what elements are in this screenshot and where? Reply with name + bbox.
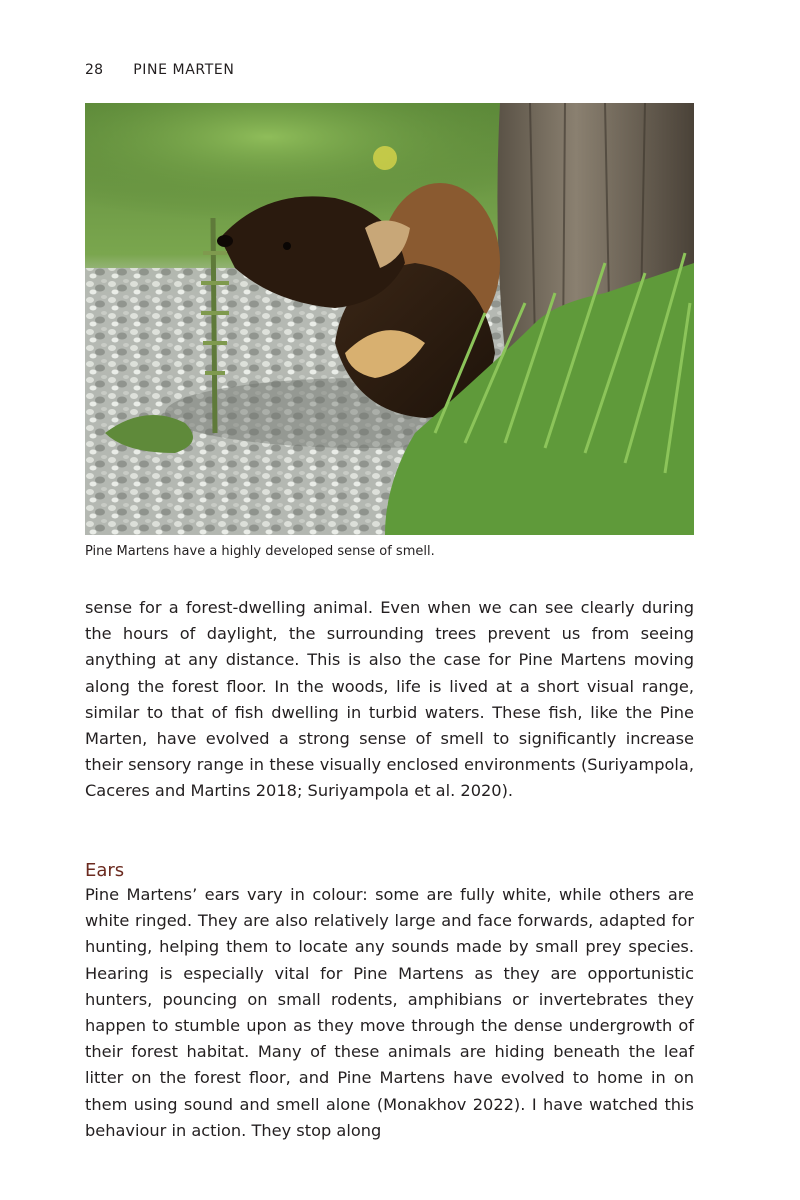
paragraph-text: Pine Martens’ ears vary in colour: some are fully white, while others are white ringed. They are also relatively large and face forwards, adapted for hunting, helping them to locate any sounds made by small prey species. Hearing is especially vital for Pine Martens as they are opportunistic hunters, pouncing on small rodents, amphibians or invertebrates they happen to stumble upon as they move through the dense undergrowth of their forest habitat. Many of these animals are hiding beneath the leaf litter on the forest floor, and Pine Martens have evolved to home in on them using sound and smell alone (Monakhov 2022). I have watched this behaviour in action. They stop along: [85, 885, 694, 1140]
running-head: [85, 62, 234, 78]
paragraph-text: sense for a forest-dwelling animal. Even when we can see clearly during the hours of daylight, the surrounding trees prevent us from seeing anything at any distance. This is also the case for Pine Martens moving along the forest floor. In the woods, life is lived at a short visual range, similar to that of fish dwelling in turbid waters. These fish, like the Pine Marten, have evolved a strong sense of smell to significantly increase their sensory range in these visually enclosed environments (Suriyampola, Caceres and Martins 2018; Suriyampola et al. 2020).: [85, 598, 694, 801]
running-title: PINE MARTEN: [133, 62, 235, 78]
page-number: 28: [85, 62, 104, 78]
body-paragraph-1: [85, 595, 694, 805]
section-heading: Ears: [85, 859, 125, 881]
body-paragraph-2: [85, 882, 694, 1144]
figure-caption: Pine Martens have a highly developed sense of smell.: [85, 544, 435, 559]
pine-marten-photo: [85, 103, 694, 535]
